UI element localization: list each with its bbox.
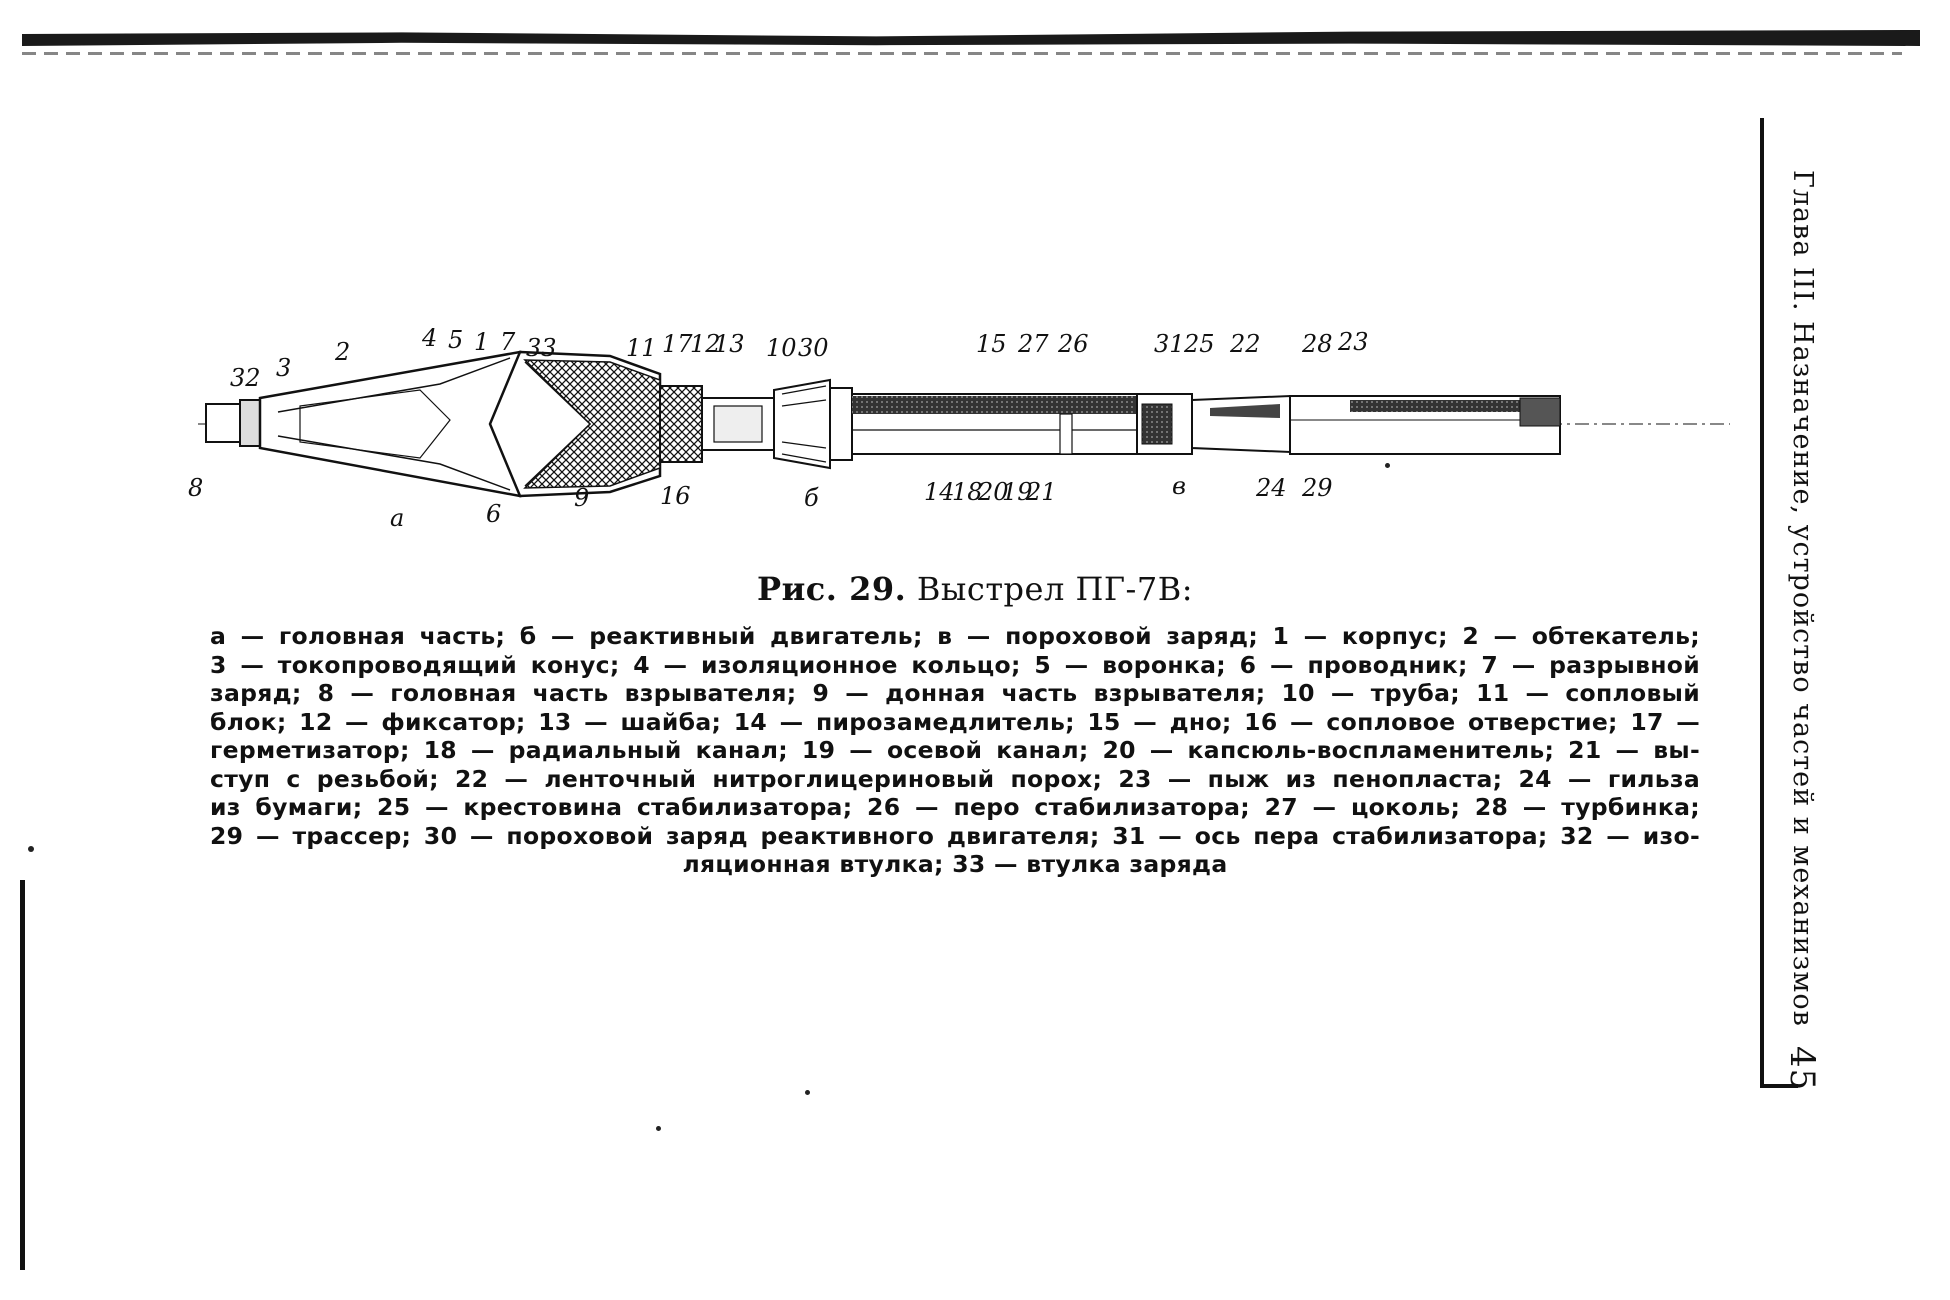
callout-24: 24 xyxy=(1256,474,1287,502)
fairing-cone xyxy=(260,352,520,496)
callout-25: 25 xyxy=(1184,330,1215,358)
motor-tube xyxy=(852,394,1137,454)
callout-26: 26 xyxy=(1058,330,1089,358)
callout-15: 15 xyxy=(976,330,1007,358)
callout-27: 27 xyxy=(1018,330,1049,358)
callout-22: 22 xyxy=(1230,330,1261,358)
callout-5: 5 xyxy=(448,326,464,354)
callout-33: 33 xyxy=(526,334,557,362)
callout-7: 7 xyxy=(500,328,516,356)
propellant-casing xyxy=(1290,396,1560,454)
callout-11: 11 xyxy=(626,334,657,362)
callout-13: 13 xyxy=(714,330,745,358)
legend-line: ляционная втулка; 33 — втулка заряда xyxy=(682,850,1228,878)
callout-1: 1 xyxy=(474,328,490,356)
figure-drawing xyxy=(190,300,1740,540)
fuze-head-part xyxy=(206,400,260,446)
legend-line: заряд; 8 — головная часть взрывателя; 9 — донная часть взрывателя; 10 — труба; 11 — сопловый xyxy=(210,679,1700,707)
running-head-text: Глава III. Назначение, устройство частей и механизмов xyxy=(1787,170,1818,1027)
callout-10: 10 xyxy=(766,334,797,362)
figure-caption xyxy=(0,570,1950,608)
callout-6: 6 xyxy=(486,500,502,528)
callout-16: 16 xyxy=(660,482,691,510)
scan-speck xyxy=(656,1126,661,1131)
nozzle-block xyxy=(774,380,852,468)
callout-4: 4 xyxy=(422,324,438,352)
left-edge-rule xyxy=(20,880,25,1270)
callout-8: 8 xyxy=(188,474,204,502)
scan-speck xyxy=(1385,463,1390,468)
powder-charge-section xyxy=(1137,394,1290,454)
figure-number: Рис. 29. xyxy=(757,570,907,608)
callout-28: 28 xyxy=(1302,330,1333,358)
legend-line: из бумаги; 25 — крестовина стабилизатора; 26 — перо стабилизатора; 27 — цоколь; 28 — турбинка; xyxy=(210,793,1700,821)
callout-17: 17 xyxy=(662,330,693,358)
scan-speck xyxy=(805,1090,810,1095)
callout-14: 14 xyxy=(924,478,955,506)
callout-2: 2 xyxy=(335,338,351,366)
callout-20: 20 xyxy=(978,478,1009,506)
callout-31: 31 xyxy=(1154,330,1185,358)
callout-32: 32 xyxy=(230,364,261,392)
legend-line: блок; 12 — фиксатор; 13 — шайба; 14 — пирозамедлитель; 15 — дно; 16 — сопловое отверстие; 17 — xyxy=(210,707,1700,736)
callout-19: 19 xyxy=(1002,478,1033,506)
figure-pg7v xyxy=(190,300,1740,540)
callout-30: 30 xyxy=(798,334,829,362)
figure-legend xyxy=(210,622,1700,879)
legend-line: герметизатор; 18 — радиальный канал; 19 — осевой канал; 20 — капсюль-воспламенитель; 21 — вы- xyxy=(210,736,1700,764)
callout-b: б xyxy=(804,484,819,512)
legend-line: 3 — токопроводящий конус; 4 — изоляционное кольцо; 5 — воронка; 6 — проводник; 7 — разрывной xyxy=(210,650,1700,679)
callout-29: 29 xyxy=(1302,474,1333,502)
callout-c: в xyxy=(1172,472,1186,500)
legend-line: а — головная часть; б — реактивный двигатель; в — пороховой заряд; 1 — корпус; 2 — обтекатель; xyxy=(210,622,1700,650)
page-number: 45 xyxy=(1782,1046,1822,1092)
scan-speck xyxy=(28,846,34,852)
callout-9: 9 xyxy=(574,484,590,512)
callout-a: а xyxy=(390,504,405,532)
warhead-body xyxy=(490,352,702,496)
callout-21: 21 xyxy=(1026,478,1057,506)
top-edge-rule-thin xyxy=(22,52,1902,55)
callout-18: 18 xyxy=(952,478,983,506)
base-fuze xyxy=(702,398,774,450)
callout-12: 12 xyxy=(690,330,721,358)
figure-title: Выстрел ПГ-7В: xyxy=(916,570,1193,608)
top-edge-rule xyxy=(22,30,1920,46)
callout-3: 3 xyxy=(276,354,292,382)
legend-line: 29 — трассер; 30 — пороховой заряд реактивного двигателя; 31 — ось пера стабилизатора; 32 — изо- xyxy=(210,821,1700,850)
callout-23: 23 xyxy=(1338,328,1369,356)
legend-line: ступ с резьбой; 22 — ленточный нитроглицериновый порох; 23 — пыж из пенопласта; 24 — гильза xyxy=(210,764,1700,793)
running-head xyxy=(1772,170,1822,1090)
